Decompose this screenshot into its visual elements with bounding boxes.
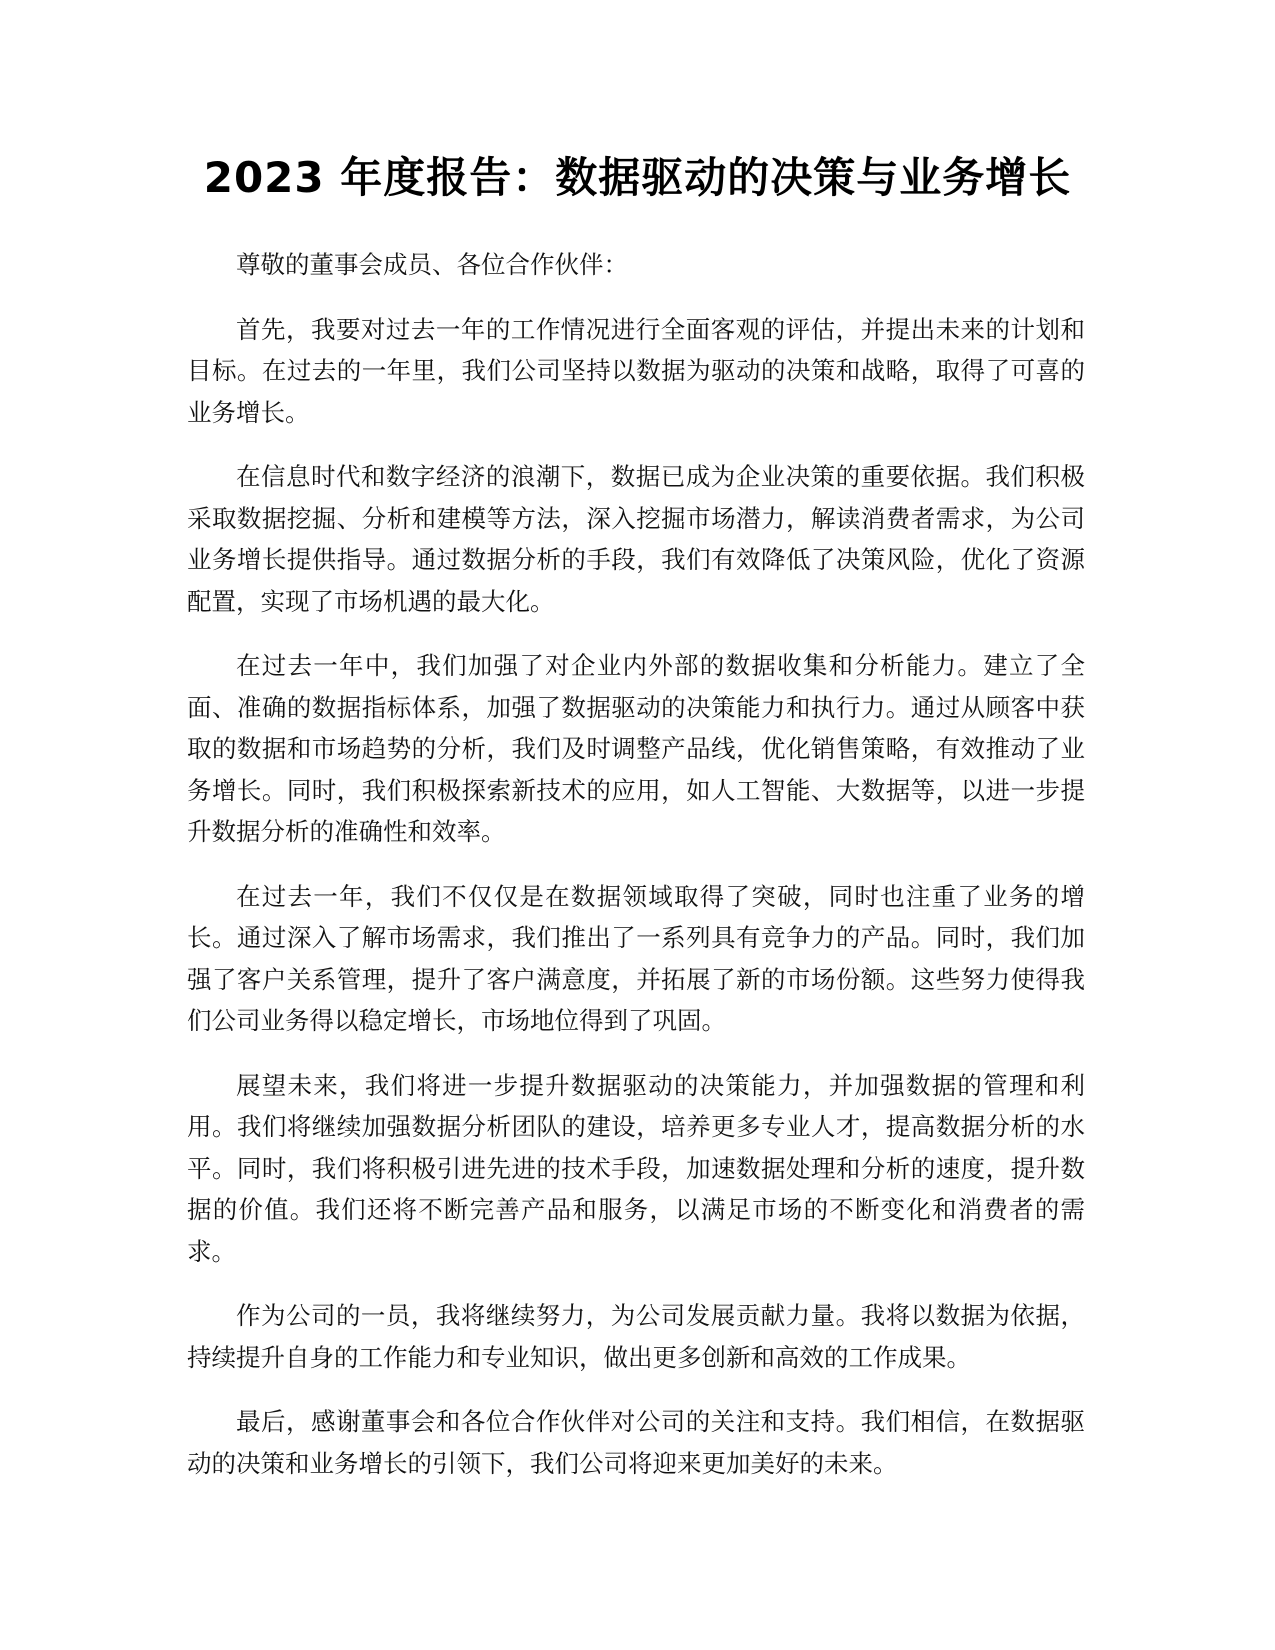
salutation: 尊敬的董事会成员、各位合作伙伴： — [236, 250, 628, 279]
paragraph-data-basis: 在信息时代和数字经济的浪潮下，数据已成为企业决策的重要依据。我们积极采取数据挖掘、分析和建模等方法，深入挖掘市场潜力，解读消费者需求，为公司业务增长提供指导。通过数据分析的手段，我们有效降低了决策风险，优化了资源配置，实现了市场机遇的最大化。 — [187, 462, 1085, 616]
document-body — [187, 244, 1085, 1507]
paragraph-commitment: 作为公司的一员，我将继续努力，为公司发展贡献力量。我将以数据为依据，持续提升自身的工作能力和专业知识，做出更多创新和高效的工作成果。 — [187, 1301, 1085, 1372]
paragraph-data-capability: 在过去一年中，我们加强了对企业内外部的数据收集和分析能力。建立了全面、准确的数据指标体系，加强了数据驱动的决策能力和执行力。通过从顾客中获取的数据和市场趋势的分析，我们及时调整产品线，优化销售策略，有效推动了业务增长。同时，我们积极探索新技术的应用，如人工智能、大数据等，以进一步提升数据分析的准确性和效率。 — [187, 651, 1085, 846]
paragraph-closing: 最后，感谢董事会和各位合作伙伴对公司的关注和支持。我们相信，在数据驱动的决策和业务增长的引领下，我们公司将迎来更加美好的未来。 — [187, 1407, 1085, 1478]
paragraph-outlook: 展望未来，我们将进一步提升数据驱动的决策能力，并加强数据的管理和利用。我们将继续加强数据分析团队的建设，培养更多专业人才，提高数据分析的水平。同时，我们将积极引进先进的技术手段，加速数据处理和分析的速度，提升数据的价值。我们还将不断完善产品和服务，以满足市场的不断变化和消费者的需求。 — [187, 1070, 1085, 1266]
paragraph-business-growth: 在过去一年，我们不仅仅是在数据领域取得了突破，同时也注重了业务的增长。通过深入了解市场需求，我们推出了一系列具有竞争力的产品。同时，我们加强了客户关系管理，提升了客户满意度，并拓展了新的市场份额。这些努力使得我们公司业务得以稳定增长，市场地位得到了巩固。 — [187, 881, 1085, 1035]
paragraph-intro: 首先，我要对过去一年的工作情况进行全面客观的评估，并提出未来的计划和目标。在过去的一年里，我们公司坚持以数据为驱动的决策和战略，取得了可喜的业务增长。 — [187, 314, 1085, 427]
document-title: 2023 年度报告：数据驱动的决策与业务增长 — [203, 153, 1072, 202]
